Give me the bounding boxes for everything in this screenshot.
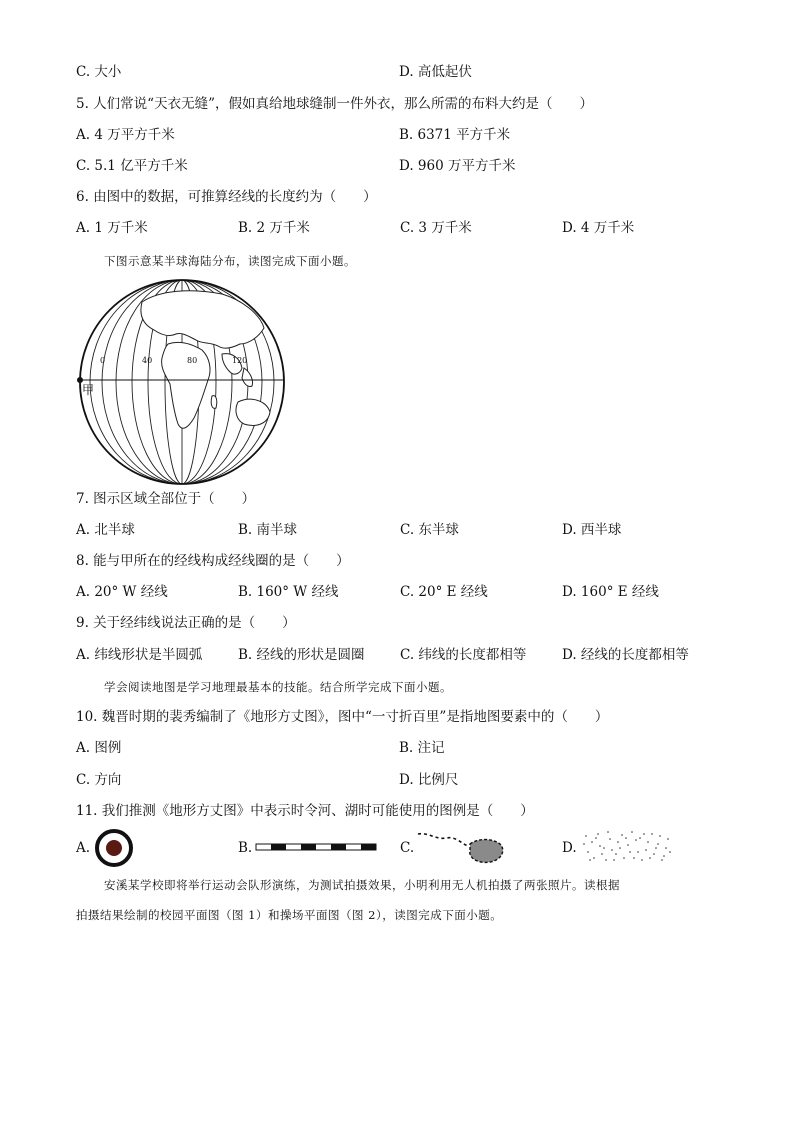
q9-stem: 9. 关于经纬线说法正确的是（ ） xyxy=(76,615,296,631)
q6-stem: 6. 由图中的数据，可推算经线的长度约为（ ） xyxy=(76,189,377,205)
land-masses xyxy=(141,291,270,429)
q11-stem: 11. 我们推测《地形方丈图》中表示时令河、湖时可能使用的图例是（ ） xyxy=(76,803,534,819)
q5-option-b: B. 6371 平方千米 xyxy=(399,127,511,143)
q5-option-a: A. 4 万平方千米 xyxy=(76,127,175,143)
q5-stem: 5. 人们常说“天衣无缝”，假如真给地球缝制一件外衣，那么所需的布料大约是（ ） xyxy=(76,96,593,112)
q7-option-c: C. 东半球 xyxy=(400,522,459,538)
stippled-area-icon xyxy=(582,830,672,864)
lon-label: 40 xyxy=(142,356,153,365)
lon-label: 80 xyxy=(187,356,198,365)
africa-shape xyxy=(162,342,210,428)
q9-option-a: A. 纬线形状是半圆弧 xyxy=(76,647,203,663)
q5-option-c: C. 5.1 亿平方千米 xyxy=(76,158,188,174)
school-intro-line1: 安溪某学校即将举行运动会队形演练，为测试拍摄效果，小明利用无人机拍摄了两张照片。读根据 xyxy=(104,878,620,892)
q10-option-a: A. 图例 xyxy=(76,740,122,756)
q7-option-d: D. 西半球 xyxy=(562,522,622,538)
q11-option-d-label: D. xyxy=(562,840,577,856)
q8-option-d: D. 160° E 经线 xyxy=(562,584,659,600)
q11-option-c-label: C. xyxy=(400,840,415,856)
q4-option-c: C. 大小 xyxy=(76,64,122,80)
q6-option-c: C. 3 万千米 xyxy=(400,220,472,236)
archipelago-shape xyxy=(242,368,253,387)
settlement-symbol-icon xyxy=(94,828,134,868)
q11-option-b-label: B. xyxy=(238,840,253,856)
q10-option-d: D. 比例尺 xyxy=(399,772,459,788)
q9-option-b: B. 经线的形状是圆圈 xyxy=(238,647,365,663)
lon-label: 120 xyxy=(232,356,248,365)
q9-option-c: C. 纬线的长度都相等 xyxy=(400,647,527,663)
q7-option-b: B. 南半球 xyxy=(238,522,298,538)
symbol-center xyxy=(106,840,122,856)
q8-option-a: A. 20° W 经线 xyxy=(76,584,168,600)
rail-segment xyxy=(331,844,346,850)
q8-option-b: B. 160° W 经线 xyxy=(238,584,339,600)
globe-intro: 下图示意某半球海陆分布，读图完成下面小题。 xyxy=(104,254,356,268)
q6-option-d: D. 4 万千米 xyxy=(562,220,635,236)
q8-option-c: C. 20° E 经线 xyxy=(400,584,488,600)
q11-option-a-label: A. xyxy=(76,840,91,856)
australia-shape xyxy=(236,399,270,425)
stipple-dots xyxy=(583,831,671,861)
rail-segment xyxy=(271,844,286,850)
q5-option-d: D. 960 万平方千米 xyxy=(399,158,516,174)
railway-symbol-icon xyxy=(256,843,378,851)
q10-option-c: C. 方向 xyxy=(76,772,122,788)
eurasia-shape xyxy=(141,291,264,348)
q10-option-b: B. 注记 xyxy=(399,740,445,756)
q6-option-b: B. 2 万千米 xyxy=(238,220,310,236)
lon-label: 0 xyxy=(100,356,106,365)
q9-option-d: D. 经线的长度都相等 xyxy=(562,647,689,663)
rail-segment xyxy=(361,844,376,850)
q10-stem: 10. 魏晋时期的裴秀编制了《地形方丈图》，图中“一寸折百里”是指地图要素中的（ ） xyxy=(76,709,609,725)
rail-segment xyxy=(301,844,316,850)
island-shape xyxy=(211,396,217,409)
school-intro-line2: 拍摄结果绘制的校园平面图（图 1）和操场平面图（图 2），读图完成下面小题。 xyxy=(76,908,503,922)
q7-option-a: A. 北半球 xyxy=(76,522,135,538)
q7-stem: 7. 图示区域全部位于（ ） xyxy=(76,491,256,507)
q8-stem: 8. 能与甲所在的经线构成经线圈的是（ ） xyxy=(76,553,350,569)
seasonal-lake-shape xyxy=(470,840,503,863)
q4-option-d: D. 高低起伏 xyxy=(399,64,472,80)
hemisphere-figure xyxy=(72,272,292,492)
map-intro: 学会阅读地图是学习地理最基本的技能。结合所学完成下面小题。 xyxy=(104,680,452,694)
seasonal-river-lake-icon xyxy=(416,830,508,866)
seasonal-river-line xyxy=(418,834,468,846)
q6-option-a: A. 1 万千米 xyxy=(76,220,148,236)
point-jia-label: 甲 xyxy=(82,383,95,397)
